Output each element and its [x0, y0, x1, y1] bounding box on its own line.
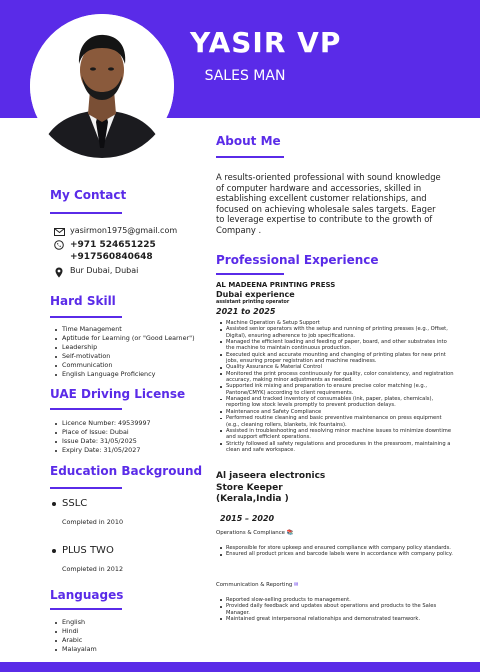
list-item: Maintained great interpersonal relationships and demonstrated teamwork. [226, 616, 456, 622]
ops-heading-text: Operations & Compliance [216, 530, 285, 536]
contact-heading: My Contact [50, 188, 127, 202]
list-item: Managed and tracked inventory of consumables (ink, paper, plates, chemicals), reporting low stock levels promptly to prevent production delays. [226, 396, 456, 409]
footer-band [0, 662, 480, 672]
list-item: Executed quick and accurate mounting and changing of printing plates for new print jobs, ensuring proper registration and machine readiness. [226, 352, 456, 365]
email-row [52, 226, 177, 238]
list-item: Communication [62, 361, 195, 370]
job1-duties [226, 320, 456, 453]
envelope-icon [52, 226, 66, 238]
bullet-dot [52, 549, 56, 553]
education-heading: Education Background [50, 464, 203, 478]
experience-heading: Professional Experience [216, 253, 379, 267]
list-item: Licence Number: 49539997 [62, 419, 151, 427]
job2-dates: 2015 – 2020 [220, 514, 275, 523]
education-entry-sslc [52, 498, 87, 509]
list-item: Hindi [62, 627, 97, 636]
list-item: Malayalam [62, 645, 97, 653]
list-item: Responsible for store upkeep and ensured compliance with company policy standards. [226, 545, 456, 551]
list-item: Assisted senior operators with the setup and running of printing presses (e.g., Offset, Digital), ensuring adherence to job specifications. [226, 326, 456, 339]
phone-row [52, 239, 156, 263]
education-detail: Completed in 2010 [62, 518, 124, 526]
languages-heading-rule [50, 608, 122, 610]
job2-title: Store Keeper [216, 483, 283, 493]
candidate-role: SALES MAN [204, 68, 286, 84]
job1-title: Dubai experience [216, 290, 295, 299]
list-item: English Language Proficiency [62, 370, 195, 379]
list-item: Expiry Date: 31/05/2027 [62, 446, 151, 455]
job1-company: AL MADEENA PRINTING PRESS [216, 281, 336, 289]
list-item: Quality Assurance & Material Control [226, 364, 456, 370]
list-item: Leadership [62, 343, 195, 352]
job2-comm-heading [216, 582, 299, 588]
job2-ops-list [226, 545, 456, 558]
education-detail: Completed in 2012 [62, 565, 124, 573]
license-heading: UAE Driving License [50, 387, 186, 401]
list-item: Supported ink mixing and preparation to ensure precise color matching (e.g., Pantone/CMYK) according to client requirements. [226, 383, 456, 396]
phone-secondary[interactable]: +917560840648 [70, 252, 153, 262]
about-text: A results-oriented professional with sound knowledge of computer hardware and accessories, skilled in establishing excellent customer relationships, and focused on achieving wholesale sales targets. Eager to leverage expertise to contribute to the growth of Company . [216, 172, 441, 235]
list-item: Machine Operation & Setup Support [226, 320, 456, 326]
candidate-name: YASIR VP [190, 26, 342, 59]
list-item: Arabic [62, 636, 97, 645]
list-item: Issue Date: 31/05/2025 [62, 437, 151, 446]
about-heading-rule [216, 156, 284, 158]
list-item: English [62, 618, 97, 627]
hard-skill-list [62, 325, 195, 379]
comm-heading-text: Communication & Reporting [216, 582, 293, 588]
location-row [52, 266, 138, 278]
job1-dates: 2021 to 2025 [216, 307, 276, 316]
job2-comm-list [226, 597, 456, 622]
contact-heading-rule [50, 212, 122, 214]
list-item: Ensured all product prices and barcode labels were in accordance with company policy. [226, 551, 456, 557]
job2-ops-heading [216, 530, 293, 536]
location-text: Bur Dubai, Dubai [70, 266, 139, 275]
list-item: Performed routine cleaning and basic preventive maintenance on press equipment (e.g., cleaning rollers, blankets, ink fountains). [226, 415, 456, 428]
list-item: Maintenance and Safety Compliance [226, 409, 456, 415]
hard-skill-heading-rule [50, 316, 122, 318]
list-item: Place of Issue: Dubai [62, 428, 151, 437]
education-title: PLUS TWO [62, 545, 114, 556]
list-item: Monitored the print process continuously for quality, color consistency, and registration accuracy, making minor adjustments as needed. [226, 371, 456, 384]
phone-primary[interactable]: +971 524651225 [70, 240, 156, 250]
hard-skill-heading: Hard Skill [50, 294, 116, 308]
books-icon: 📚 [286, 530, 294, 536]
list-item: Reported slow-selling products to management. [226, 597, 456, 603]
education-title: SSLC [62, 498, 88, 509]
license-list [62, 419, 151, 455]
languages-list [62, 618, 97, 654]
job2-company: Al jaseera electronics [216, 471, 326, 481]
list-item: Managed the efficient loading and feeding of paper, board, and other substrates into the machine to maintain continuous production. [226, 339, 456, 352]
list-item: Provided daily feedback and updates about operations and products to the Sales Manager. [226, 603, 456, 616]
phone-icon [52, 239, 66, 251]
list-item: Assisted in troubleshooting and resolving minor machine issues to minimize downtime and support efficient operations. [226, 428, 456, 441]
list-item: Strictly followed all safety regulations and procedures in the pressroom, maintaining a clean and safe workspace. [226, 441, 456, 454]
about-heading: About Me [216, 134, 281, 148]
languages-heading: Languages [50, 588, 124, 602]
list-item: Time Management [62, 325, 195, 334]
experience-heading-rule [216, 273, 284, 275]
license-heading-rule [50, 408, 122, 410]
education-entry-plus-two [52, 545, 114, 556]
envelope-icon: ✉ [294, 582, 299, 588]
phone-numbers [70, 239, 156, 263]
education-heading-rule [50, 487, 122, 489]
job2-location: (Kerala,India ) [216, 494, 289, 504]
list-item: Aptitude for Learning (or "Good Learner") [62, 334, 195, 342]
location-pin-icon [52, 266, 66, 278]
email-text[interactable]: yasirmon1975@gmail.com [70, 226, 178, 235]
profile-photo [30, 14, 174, 158]
list-item: Self-motivation [62, 352, 195, 361]
job1-subtitle: assistant printing operator [216, 300, 290, 305]
bullet-dot [52, 502, 56, 506]
